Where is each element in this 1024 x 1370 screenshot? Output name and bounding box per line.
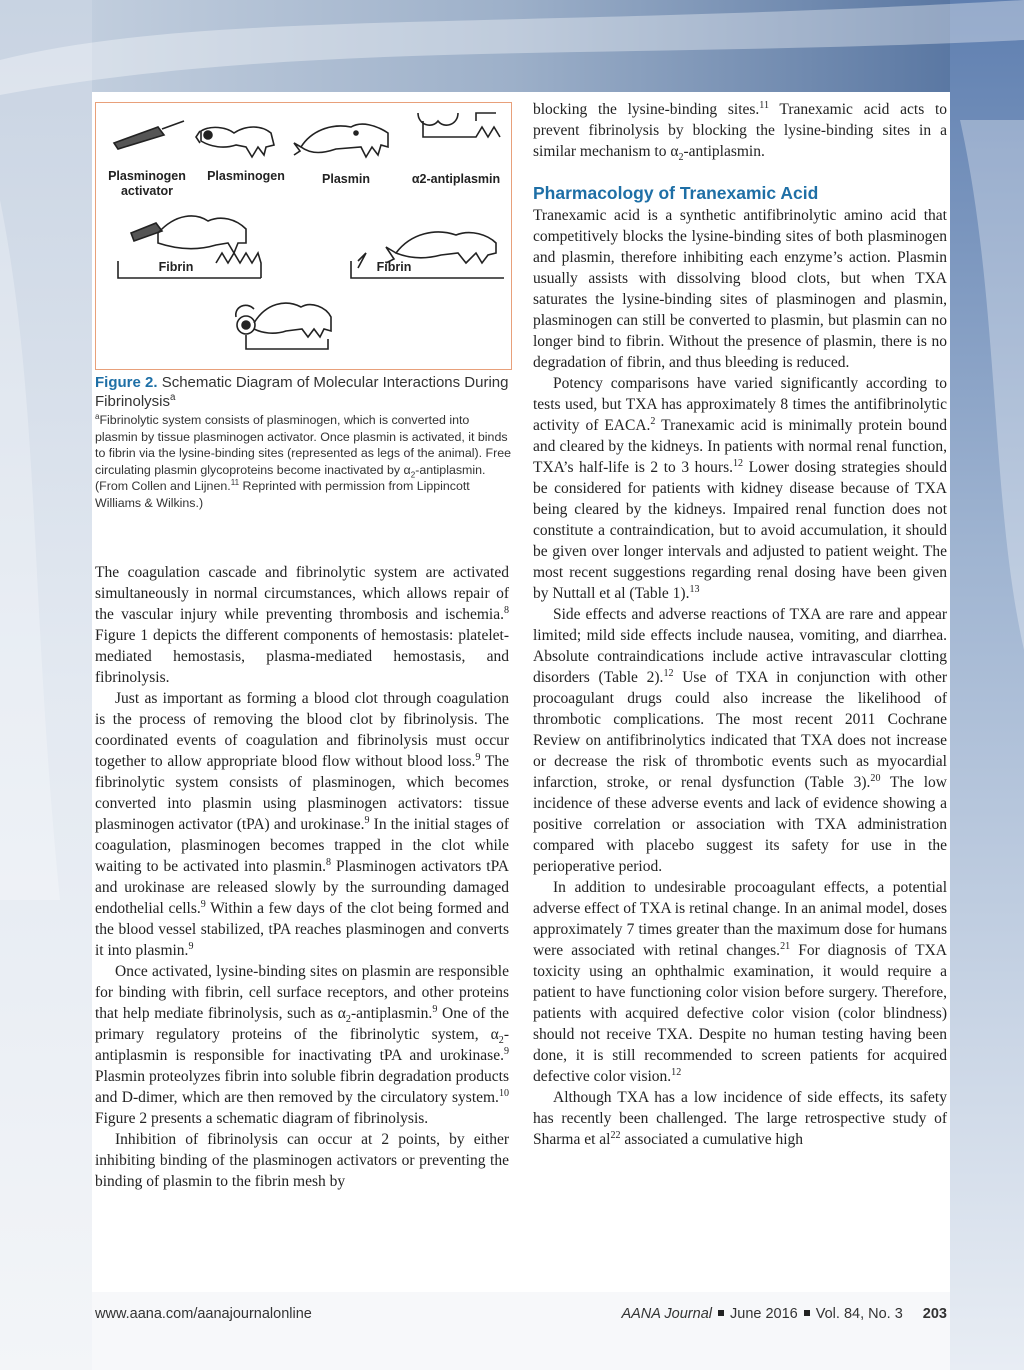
left-column-text (95, 562, 509, 1192)
section-heading: Pharmacology of Tranexamic Acid (533, 183, 819, 203)
figure-number: Figure 2. (95, 374, 158, 391)
paragraph: The coagulation cascade and fibrinolytic system are activated simultaneously in normal circumstances, which allows repair of the vascular injury while preventing thrombosis and ischemia.$^8$ Figure 1 depicts the different components of hemostasis: platelet-mediated hemostasis, plasma-mediated hemostasis, and fibrinolysis. (95, 564, 509, 686)
caption-note: $^a$Fibrinolytic system consists of plasminogen, which is converted into plasmin by tissue plasminogen activator. Once plasmin is activated, it binds to fibrin via the lysine-binding sites (represented as legs of the animal). Free circulating plasmin glycoproteins become inactivated by $\alpha_2$-antiplasmin. (From Collen and Lijnen.$^{11}$ Reprinted with permission from Lippincott Williams & Wilkins.) (95, 412, 513, 511)
label-fibrin-left: Fibrin (158, 260, 194, 274)
antiplasmin-complex-icon (236, 303, 331, 349)
paragraph: Once activated, lysine-binding sites on plasmin are responsible for binding with fibrin, cell surface receptors, and other proteins that help mediate fibrinolysis, such as $\alpha_2-antiplasmin.^9$ One of the primary regulatory proteins of the fibrinolytic system, $\alpha_2$-antiplasmin is responsible for inactivating tPA and urokinase.$^9$ Plasmin proteolyzes fibrin into soluble fibrin degradation products and D-dimer, which are then removed by the circulatory system.$^{10}$ Figure 2 presents a schematic diagram of fibrinolysis. (95, 963, 510, 1127)
caption-source: (From Collen and Lijnen.$^{11}$ Reprinted with permission from Lippincott Williams & Wilkins.) (95, 477, 470, 510)
paragraph: Inhibition of fibrinolysis can occur at 2 points, by either inhibiting binding of the plasminogen activators or preventing the binding of plasmin to the fibrin mesh by (95, 1131, 509, 1190)
label-fibrin-right: Fibrin (376, 260, 412, 274)
fibrinolysis-schematic (96, 103, 511, 369)
label-plasminogen: Plasminogen (207, 169, 285, 183)
label-plasminogen-activator: Plasminogen activator (108, 169, 186, 198)
footer-url[interactable]: www.aana.com/aanajournalonline (95, 1306, 312, 1322)
caption-title-text: Schematic Diagram of Molecular Interactions During Fibrinolysis (95, 374, 509, 410)
plasmin-icon (294, 124, 388, 157)
paragraph: Although TXA has a low incidence of side effects, its safety has recently been challenged. The large retrospective study of Sharma et $al^{22}$ associated a cumulative high (533, 1089, 947, 1148)
footer-journal-info: AANA Journal June 2016 Vol. 84, No. 3 203 (621, 1306, 947, 1322)
right-column-text (533, 99, 947, 1150)
activator-icon (114, 121, 184, 149)
paragraph: Side effects and adverse reactions of TXA are rare and appear limited; mild side effects include nausea, vomiting, and diarrhea. Absolute contraindications include active intravascular clotting disorders (Table 2).$^{12}$ Use of TXA in conjunction with other procoagulant drugs could also increase the likelihood of thrombotic complications. The most recent 2011 Cochrane Review on antifibrinolytics indicated that TXA does not increase or decrease the risk of thrombotic events such as myocardial infarction, stroke, or renal dysfunction (Table 3).$^{20}$ The low incidence of these adverse events and lack of evidence showing a positive correlation or association with TXA administration compared with placebo suggest its safety for use in the perioperative period. (533, 606, 947, 875)
paragraph: Tranexamic acid is a synthetic antifibrinolytic amino acid that competitively blocks the lysine-binding sites of both plasminogen and plasmin, therefore inhibiting each enzyme’s action. Plasmin usually assists with dissolving blood clots, but when TXA saturates the lysine-binding sites of plasminogen and plasmin, plasminogen can still be converted to plasmin, but plasmin can no longer bind to fibrin. Without the presence of plasmin, there is no degradation of fibrin, and thus bleeding is reduced. (533, 207, 947, 371)
label-antiplasmin: α2-antiplasmin (411, 172, 501, 186)
caption-title: Figure 2. Schematic Diagram of Molecular Interactions During Fibrinolysis$^a$ (95, 374, 509, 410)
paragraph: In addition to undesirable procoagulant effects, a potential adverse effect of TXA is retinal change. In an animal model, doses approximately 7 times greater than the maximum dose for humans were associated with retinal changes.$^{21}$ For diagnosis of TXA toxicity using an ophthalmic examination, it would require a patient to have functioning color vision before surgery. Therefore, patients with acquired defective color vision (color blindness) should not receive TXA. Despite no human testing having been done, it is still recommended to screen patients for acquired defective color vision.$^{12}$ (533, 879, 947, 1085)
figure-caption (95, 373, 513, 511)
paragraph: blocking the lysine-binding sites.$^{11}$ Tranexamic acid acts to prevent fibrinolysis by blocking the lysine-binding sites in a similar mechanism to $\alpha_2$-antiplasmin. (533, 99, 947, 164)
page-number: 203 (922, 1306, 947, 1322)
paragraph: Just as important as forming a blood clot through coagulation is the process of removing the blood clot by fibrinolysis. The coordinated events of coagulation and fibrinolysis must occur together to allow appropriate blood flow without blood loss.$^9$ The fibrinolytic system consists of plasminogen, which becomes converted into plasmin using plasminogen activators: tissue plasminogen activator (tPA) and urokinase.$^9$ In the initial stages of coagulation, plasminogen becomes trapped in the clot while waiting to be activated into plasmin.$^8$ Plasminogen activators tPA and urokinase are released slowly by the surrounding damaged endothelial cells.$^9$ Within a few days of the clot being formed and the blood vessel stabilized, tPA reaches plasminogen and converts it into plasmin.$^9$ (95, 690, 509, 959)
label-plasmin: Plasmin (322, 172, 370, 186)
paragraph: Potency comparisons have varied significantly according to tests used, but TXA has approximately 8 times the antifibrinolytic activity of EACA.$^2$ Tranexamic acid is minimally protein bound and cleared by the kidneys. In patients with normal renal function, TXA’s half-life is 2 to 3 hours.$^{12}$ Lower dosing strategies should be considered for patients with kidney disease because of TXA being cleared by the kidneys. Impaired renal function does not constitute a contraindication, but to avoid accumulation, it should be given over longer intervals and adjusted to patient weight. The most recent suggestions regarding renal dosing have been given by Nuttall et al (Table 1).$^{13}$ (533, 375, 948, 602)
figure-2-diagram (95, 102, 512, 370)
antiplasmin-icon (418, 113, 500, 137)
plasminogen-icon (196, 127, 274, 157)
